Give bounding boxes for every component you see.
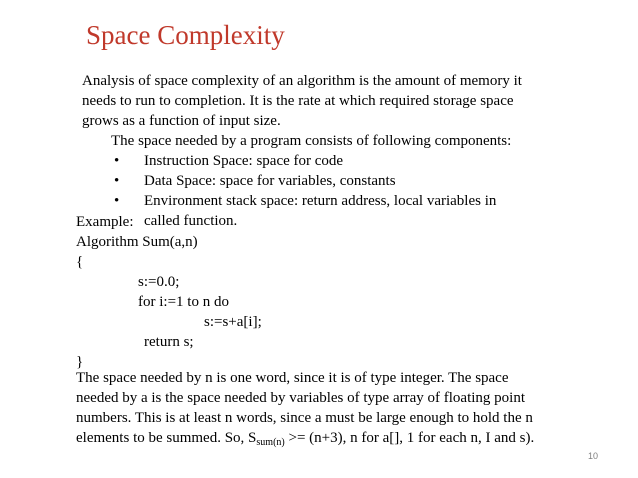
code-line: return s; bbox=[144, 334, 194, 350]
list-item bbox=[114, 151, 496, 171]
explanation-paragraph bbox=[76, 368, 616, 453]
formula-suffix: >= (n+3), n for a[], 1 for each n, I and s). bbox=[284, 430, 535, 446]
list-item-text: Environment stack space: return address, local variables in bbox=[144, 193, 497, 209]
code-line: Algorithm Sum(a,n) bbox=[76, 234, 198, 250]
paragraph-line-formula bbox=[76, 428, 616, 453]
intro-text bbox=[82, 71, 582, 131]
slide-title: Space Complexity bbox=[86, 20, 285, 50]
intro-line: Analysis of space complexity of an algorithm is the amount of memory it bbox=[82, 73, 522, 89]
code-line: { bbox=[76, 254, 84, 270]
list-item-text: Data Space: space for variables, constants bbox=[144, 173, 396, 189]
page-number: 10 bbox=[588, 451, 599, 461]
example-code bbox=[76, 212, 616, 372]
bullet-icon: • bbox=[114, 153, 120, 169]
list-item-text: Instruction Space: space for code bbox=[144, 153, 344, 169]
code-line: } bbox=[76, 354, 84, 370]
code-line: s:=0.0; bbox=[138, 274, 180, 290]
paragraph-line: The space needed by n is one word, since it is of type integer. The space bbox=[76, 370, 509, 386]
example-label: Example: bbox=[76, 214, 134, 230]
code-line: s:=s+a[i]; bbox=[204, 314, 262, 330]
formula-subscript: sum(n) bbox=[256, 437, 285, 448]
formula-prefix: elements to be summed. So, S bbox=[76, 430, 257, 446]
bullet-icon: • bbox=[114, 193, 120, 209]
intro-line: grows as a function of input size. bbox=[82, 113, 281, 129]
bullet-icon: • bbox=[114, 173, 120, 189]
paragraph-line: needed by a is the space needed by variables of type array of floating point bbox=[76, 390, 525, 406]
paragraph-line: numbers. This is at least n words, since a must be large enough to hold the n bbox=[76, 410, 533, 426]
list-item-text: called function. bbox=[144, 213, 238, 229]
code-line: for i:=1 to n do bbox=[138, 294, 229, 310]
list-item bbox=[114, 191, 496, 211]
intro-line: needs to run to completion. It is the rate at which required storage space bbox=[82, 93, 514, 109]
components-heading: The space needed by a program consists of following components: bbox=[111, 133, 512, 149]
list-item bbox=[114, 171, 496, 191]
